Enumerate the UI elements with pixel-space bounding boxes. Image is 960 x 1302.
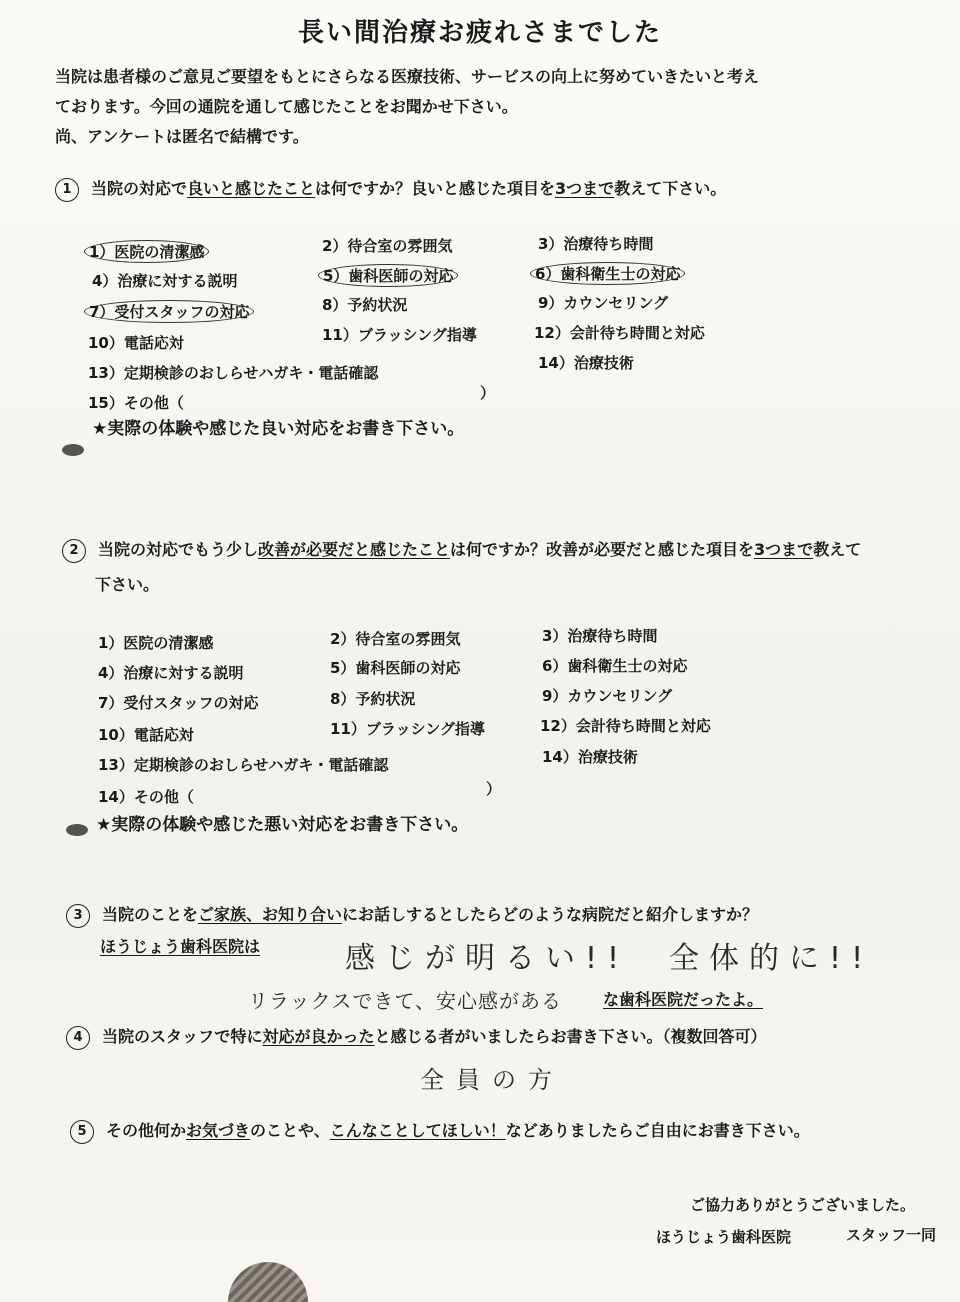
intro-line: ております。今回の通院を通して感じたことをお聞かせ下さい。 [55,97,518,116]
staff-signoff: スタッフ一同 [846,1226,937,1244]
printed-suffix: な歯科医院だったよ。 [603,990,764,1009]
selected-circle-mark: 1）医院の清潔感 [84,240,209,263]
option-item[interactable]: 13）定期検診のおしらせハガキ・電話確認 [88,364,379,382]
option-close-paren: ） [480,384,496,402]
q1-freeform-prompt: ★実際の体験や感じた良い対応をお書き下さい。 [92,419,465,439]
option-item[interactable]: 8）予約状況 [330,690,416,708]
clinic-name: ほうじょう歯科医院 [656,1228,792,1246]
option-item[interactable]: 4）治療に対する説明 [92,272,238,290]
clinic-prefix: ほうじょう歯科医院は [100,937,261,956]
option-item[interactable]: 9）カウンセリング [538,294,669,312]
option-item[interactable]: 9）カウンセリング [542,687,673,705]
selected-circle-mark: 6）歯科衛生士の対応 [530,262,685,285]
ink-blot [62,444,84,456]
option-item[interactable]: 14）治療技術 [538,354,634,372]
question-2-cont: 下さい。 [95,575,160,594]
option-close-paren: ） [486,780,502,798]
option-item[interactable]: 1）医院の清潔感 [98,634,214,652]
question-4: 4 当院のスタッフで特に対応が良かったと感じる者がいましたらお書き下さい。（複数回答可） [66,1024,767,1050]
thanks-text: ご協力ありがとうございました。 [690,1196,916,1214]
thumb-shadow [228,1262,308,1302]
option-item[interactable]: 13）定期検診のおしらせハガキ・電話確認 [98,756,389,774]
handwritten-answer: リラックスできて、安心感がある [248,989,562,1013]
option-item[interactable]: 10）電話応対 [88,334,184,352]
option-item[interactable] [322,264,458,287]
handwritten-answer: 全員の方 [420,1066,564,1094]
option-item[interactable]: 5）歯科医師の対応 [330,659,461,677]
option-item[interactable]: 6）歯科衛生士の対応 [542,657,688,675]
option-item[interactable]: 4）治療に対する説明 [98,664,244,682]
question-3: 3 当院のことをご家族、お知り合いにお話しするとしたらどのような病院だと紹介しますか？ [66,902,758,928]
selected-circle-mark: 5）歯科医師の対応 [318,264,458,287]
question-5: 5 その他何かお気づきのことや、こんなことしてほしい！などありましたらご自由にお書き下さい。 [70,1118,810,1144]
question-number: 5 [70,1120,94,1144]
option-item[interactable]: 3）治療待ち時間 [538,235,654,253]
handwritten-answer: 感じが明るい!! 全体的に!! [345,941,874,976]
question-number: 1 [55,178,79,202]
option-item[interactable]: 7）受付スタッフの対応 [98,694,259,712]
option-item[interactable] [88,300,254,323]
option-item[interactable]: 11）ブラッシング指導 [322,326,477,344]
option-item[interactable]: 14）その他（ [98,788,194,806]
option-item[interactable]: 12）会計待ち時間と対応 [534,324,705,342]
option-item[interactable]: 12）会計待ち時間と対応 [540,717,711,735]
page-title: 長い間治療お疲れさまでした [297,18,662,48]
option-item[interactable]: 2）待合室の雰囲気 [330,630,461,648]
option-item[interactable]: 11）ブラッシング指導 [330,720,485,738]
question-1: 1 当院の対応で良いと感じたことは何ですか？良いと感じた項目を3つまで教えて下さい。 [55,176,726,202]
option-item[interactable]: 15）その他（ [88,394,184,412]
ink-blot [66,824,88,836]
q2-freeform-prompt: ★実際の体験や感じた悪い対応をお書き下さい。 [96,815,469,835]
option-item[interactable]: 8）予約状況 [322,296,408,314]
question-2: 2 当院の対応でもう少し改善が必要だと感じたことは何ですか？改善が必要だと感じた項目を3つまで教えて [62,537,861,563]
option-item[interactable]: 2）待合室の雰囲気 [322,237,453,255]
option-item[interactable]: 14）治療技術 [542,748,638,766]
option-item[interactable]: 10）電話応対 [98,726,194,744]
option-item[interactable] [534,262,685,285]
selected-circle-mark: 7）受付スタッフの対応 [84,300,254,323]
intro-line: 当院は患者様のご意見ご要望をもとにさらなる医療技術、サービスの向上に努めていきたいと考え [55,67,760,86]
option-item[interactable] [88,240,209,263]
question-number: 2 [62,539,86,563]
intro-text [55,62,935,152]
question-number: 4 [66,1026,90,1050]
question-number: 3 [66,904,90,928]
option-item[interactable]: 3）治療待ち時間 [542,627,658,645]
intro-line: 尚、アンケートは匿名で結構です。 [55,127,309,146]
